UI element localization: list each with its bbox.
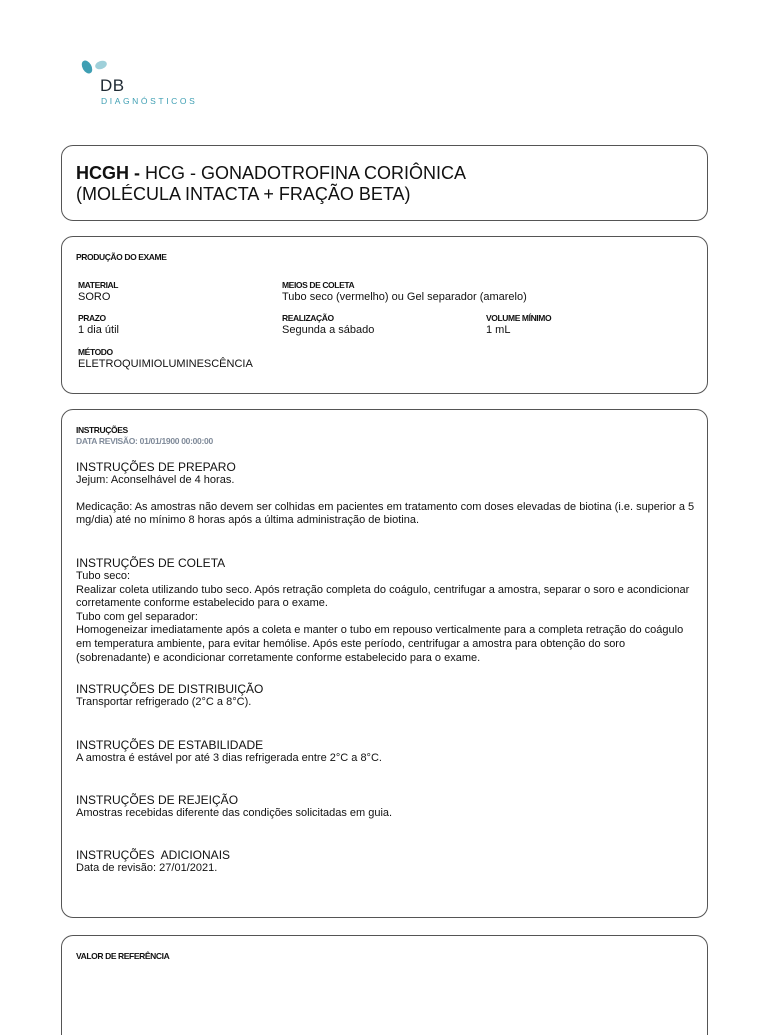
logo-db-text: DB: [100, 76, 125, 95]
distribuicao-line1: Transportar refrigerado (2°C a 8°C).: [76, 696, 252, 708]
coleta-line4: Homogeneizar imediatamente após a coleta e manter o tubo em repouso verticalmente para a completa retração do coágulo em temperatura ambiente, para evitar hemólise. Após este período, centrifugar a amostra para obtenção do soro (sobrenadante) e acondicionar corretamente conforme estabelecido para o exame.: [76, 624, 684, 664]
material-value: SORO: [78, 291, 111, 303]
meios-label: MEIOS DE COLETA: [282, 280, 355, 290]
producao-box: [61, 236, 708, 394]
referencia-box: [61, 935, 708, 1035]
adicionais-line1: Data de revisão: 27/01/2021.: [76, 862, 218, 874]
revision-date: DATA REVISÃO: 01/01/1900 00:00:00: [76, 436, 213, 446]
db-diagnosticos-logo: [78, 56, 218, 106]
coleta-line2: Realizar coleta utilizando tubo seco. Após retração completa do coágulo, centrifugar a amostra, separar o soro e acondicionar corretamente conforme estabelecido para o exame.: [76, 583, 690, 610]
volume-value: 1 mL: [486, 324, 511, 336]
meios-value: Tubo seco (vermelho) ou Gel separador (amarelo): [282, 291, 527, 303]
exam-code: HCGH -: [76, 163, 140, 183]
exam-title-box: [61, 145, 708, 221]
estabilidade-line1: A amostra é estável por até 3 dias refrigerada entre 2°C a 8°C.: [76, 752, 382, 764]
realizacao-value: Segunda a sábado: [282, 324, 375, 336]
prazo-value: 1 dia útil: [78, 324, 119, 336]
estabilidade-title: INSTRUÇÕES DE ESTABILIDADE: [76, 738, 264, 752]
volume-label: VOLUME MÍNIMO: [486, 313, 552, 323]
metodo-label: MÉTODO: [78, 347, 113, 357]
rejeicao-section: [76, 793, 701, 821]
adicionais-title: INSTRUÇÕES ADICIONAIS: [76, 848, 231, 862]
exam-name-line2: (MOLÉCULA INTACTA + FRAÇÃO BETA): [76, 184, 411, 204]
coleta-section: [76, 556, 701, 665]
instrucoes-title: INSTRUÇÕES: [76, 425, 128, 435]
coleta-line3: Tubo com gel separador:: [76, 610, 198, 623]
coleta-title: INSTRUÇÕES DE COLETA: [76, 556, 226, 570]
rejeicao-title: INSTRUÇÕES DE REJEIÇÃO: [76, 793, 239, 807]
realizacao-label: REALIZAÇÃO: [282, 313, 334, 323]
preparo-title: INSTRUÇÕES DE PREPARO: [76, 460, 236, 474]
exam-title: [76, 163, 466, 205]
estabilidade-section: [76, 738, 701, 766]
rejeicao-line1: Amostras recebidas diferente das condições solicitadas em guia.: [76, 807, 393, 819]
referencia-title: VALOR DE REFERÊNCIA: [76, 951, 170, 961]
logo-sub-text: DIAGNÓSTICOS: [101, 96, 198, 106]
preparo-line1: Jejum: Aconselhável de 4 horas.: [76, 474, 235, 486]
prazo-label: PRAZO: [78, 313, 106, 323]
coleta-line1: Tubo seco:: [76, 570, 131, 582]
adicionais-section: [76, 848, 701, 876]
material-label: MATERIAL: [78, 280, 119, 290]
instrucoes-box: [61, 409, 708, 918]
preparo-line2: Medicação: As amostras não devem ser colhidas em pacientes em tratamento com doses elevadas de biotina (i.e. superior a 5 mg/dia) até no mínimo 8 horas após a última administração de biotina.: [76, 500, 695, 527]
exam-name-line1: HCG - GONADOTROFINA CORIÔNICA: [145, 163, 467, 183]
distribuicao-section: [76, 682, 701, 710]
distribuicao-title: INSTRUÇÕES DE DISTRIBUIÇÃO: [76, 682, 264, 696]
preparo-section: [76, 460, 701, 528]
producao-title: PRODUÇÃO DO EXAME: [76, 252, 167, 262]
metodo-value: ELETROQUIMIOLUMINESCÊNCIA: [78, 358, 253, 370]
